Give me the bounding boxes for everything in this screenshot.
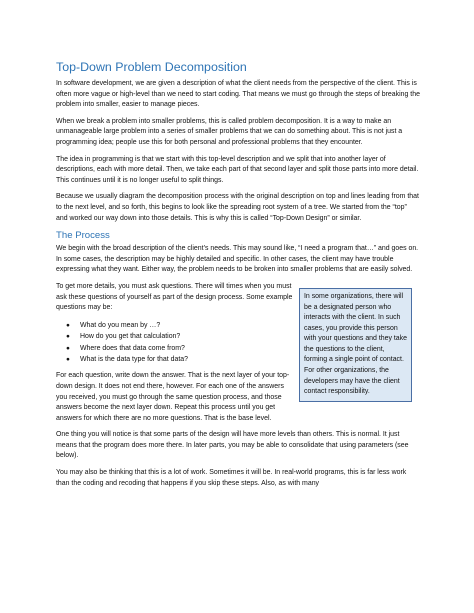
questions-intro: To get more details, you must ask questions. There will times when you must ask these questions of yourself as part of the design process. Some example questions may be: (56, 282, 293, 312)
bullet-icon: ● (66, 333, 70, 341)
question-text: Where does that data come from? (80, 344, 185, 352)
list-item (66, 343, 294, 354)
closing-paragraph-2: You may also be thinking that this is a lot of work. Sometimes it will be. In real-world programs, this is far less work than the coding and recoding that happens if you skip these steps. Also, as with many (56, 469, 407, 487)
question-text: What is the data type for that data? (80, 355, 188, 363)
intro-paragraph-2: When we break a problem into smaller problems, this is called problem decomposition. It is a way to make an unmanageable large problem into a series of smaller problems that we can do something about. This is not just a programming idea; people use this for both personal and professional problems that they encounter. (56, 117, 403, 146)
intro-paragraph-4: Because we usually diagram the decomposition process with the original description on top and lines leading from that to the next level, and so forth, this begins to look like the spreading root system of a tree. We started from the “top” and worked our way down into those details. This is why this is called “Top-Down Design” or similar. (56, 193, 419, 222)
process-paragraph: We begin with the broad description of the client’s needs. This may sound like, “I need a program that…” and goes on. In some cases, the description may be highly detailed and specific. In other cases, the client may have trouble expressing what they want. Either way, the problem needs to be broken into smaller problems that are easily solved. (56, 245, 419, 274)
intro-paragraph-3: The idea in programming is that we start with this top-level description and we split that into another layer of descriptions, each with more detail. Then, we take each part of that second layer and split those parts into more detail. This continues until it is no longer useful to split things. (56, 155, 419, 184)
list-item (66, 331, 294, 342)
list-item (66, 354, 294, 365)
bullet-icon: ● (66, 344, 70, 352)
section-heading-process: The Process (56, 230, 110, 242)
bullet-icon: ● (66, 355, 70, 363)
questions-column (56, 282, 294, 424)
document-title: Top-Down Problem Decomposition (56, 60, 247, 74)
intro-paragraph-1: In software development, we are given a description of what the client needs from the perspective of the client. This is often more vague or high-level than we need to start coding. That means we must go through the steps of breaking the problem into smaller, easier to manage pieces. (56, 80, 420, 109)
answers-paragraph: For each question, write down the answer. That is the next layer of your top-down design. It does not end there, however. For each one of the answers you received, you must go through the same question process, and those answers become the next layer down. Repeat this process until you get answers for which there are no more questions. That is the base level. (56, 372, 290, 422)
document-content (56, 60, 420, 495)
questions-section (56, 282, 420, 424)
question-text: How do you get that calculation? (80, 333, 181, 341)
callout-box: In some organizations, there will be a designated person who interacts with the client. In such cases, you provide this person with your questions and they take the questions to the client, forming a single point of contact. For other organizations, the developers may have the client contact responsibility. (299, 288, 412, 402)
closing-paragraph-1: One thing you will notice is that some parts of the design will have more levels than others. This is normal. It just means that the program does more there. In later parts, you may be able to consolidate that using parameters (see below). (56, 431, 409, 460)
list-item (66, 320, 294, 331)
questions-list (56, 320, 294, 366)
bullet-icon: ● (66, 321, 70, 329)
question-text: What do you mean by …? (80, 321, 161, 329)
